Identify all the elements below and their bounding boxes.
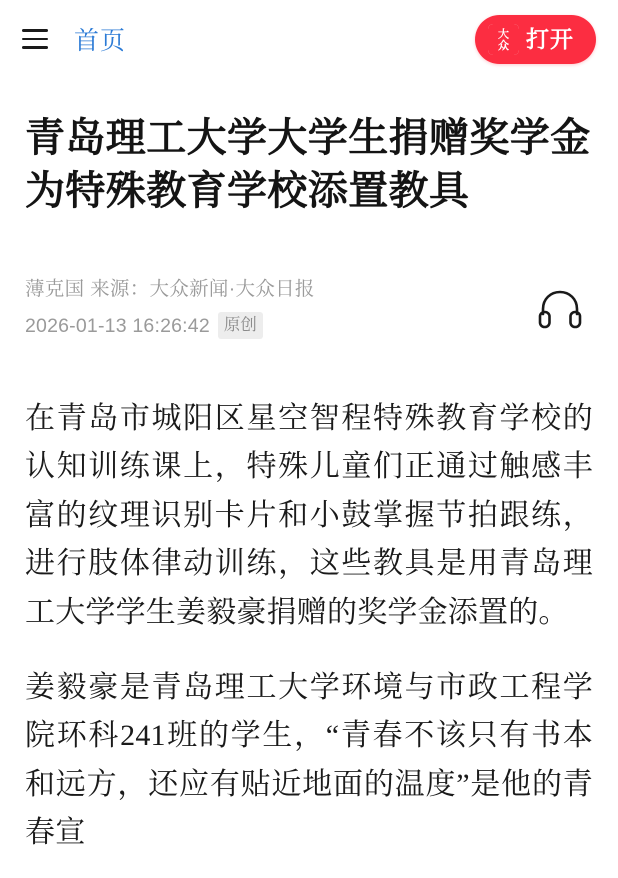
article-source-prefix: 来源：: [90, 278, 150, 301]
svg-text:大: 大: [498, 28, 509, 40]
menu-line: [22, 29, 48, 32]
article-body: [25, 395, 593, 858]
menu-line: [22, 38, 48, 41]
article-paragraph: 在青岛市城阳区星空智程特殊教育学校的认知训练课上，特殊儿童们正通过触感丰富的纹理识别卡片和小鼓掌握节拍跟练，进行肢体律动训练，这些教具是用青岛理工大学学生姜毅豪捐赠的奖学金添置的。: [25, 401, 593, 629]
article-meta-text: [25, 272, 533, 342]
top-navigation-bar: [0, 0, 618, 78]
home-link[interactable]: 首页: [74, 27, 127, 55]
article-meta-line-one: [25, 272, 533, 306]
article-container: [0, 112, 618, 858]
dazhong-app-logo-icon: [488, 24, 519, 55]
article-author: 薄克国: [25, 278, 85, 301]
article-meta: [25, 272, 593, 342]
headphones-icon[interactable]: [533, 282, 587, 336]
article-meta-line-two: [25, 309, 533, 343]
hamburger-menu-icon[interactable]: [22, 24, 52, 54]
svg-text:众: 众: [498, 39, 509, 52]
page-title: 青岛理工大学大学生捐赠奖学金为特殊教育学校添置教具: [25, 116, 591, 214]
article-datetime: 2026-01-13 16:26:42: [25, 314, 210, 337]
open-app-button[interactable]: [475, 15, 596, 64]
status-badge: 原创: [218, 312, 263, 340]
article-paragraph: 姜毅豪是青岛理工大学环境与市政工程学院环科241班的学生，“青春不该只有书本和远方，还应有贴近地面的温度”是他的青春宣: [25, 670, 593, 850]
article-source: 大众新闻·大众日报: [149, 278, 315, 301]
open-app-button-label: 打开: [526, 25, 574, 52]
menu-line: [22, 46, 48, 49]
